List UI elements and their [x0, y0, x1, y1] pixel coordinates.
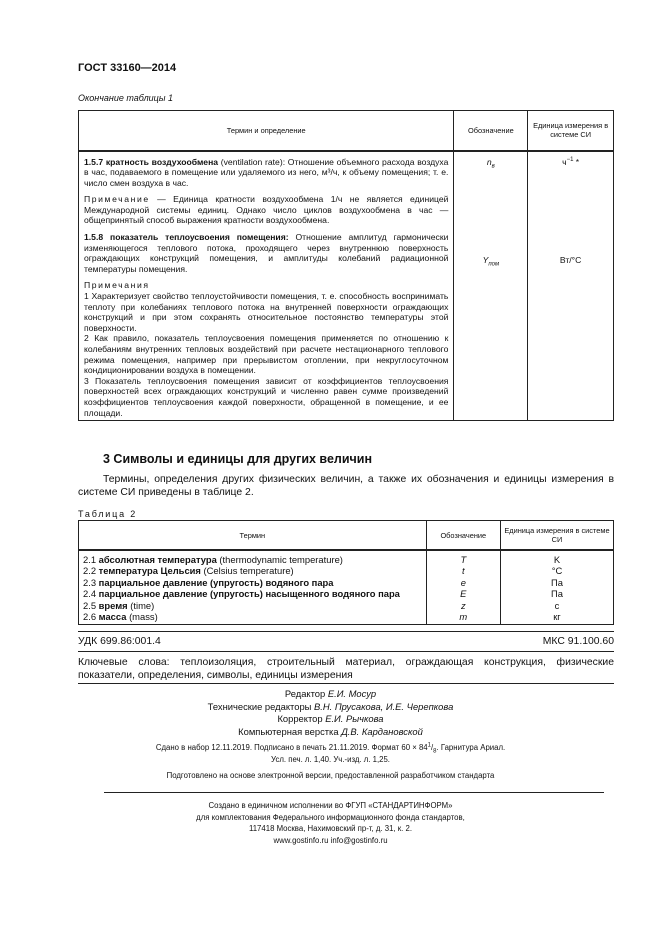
credits-block: [0, 688, 661, 738]
table-2: [78, 520, 614, 625]
units-cell: [528, 151, 614, 421]
table-row: 2.3 парциальное давление (упругость) водяного пара e Па: [79, 577, 614, 588]
term-heat-absorption: показатель теплоусвоения помещения:: [110, 232, 289, 243]
t2-header-symbol: Обозначение: [426, 521, 500, 551]
column-header-term: Термин и определение: [79, 111, 454, 151]
t2-header-unit: Единица измерения в системе СИ: [500, 521, 613, 551]
divider: [78, 631, 614, 632]
table-row: 2.1 абсолютная температура (thermodynamic temperature) T K: [79, 550, 614, 565]
symbols-cell: [454, 151, 528, 421]
entry-1-5-7: 1.5.7 кратность воздухообмена (ventilation rate): Отношение объемного расхода воздуха в час, подаваемого в помещение или удаляемого из него, м³/ч, к объему помещения; т. е. число смен воздуха в час.: [84, 156, 449, 188]
publisher-info: Создано в единичном исполнении во ФГУП «СТАНДАРТИНФОРМ» для комплектования Федерального информационного фонда стандартов, 117418 Москва, Нахимовский пр-т, д. 31, к. 2. www.gostinfo.ru info@gostinfo.ru: [0, 800, 661, 846]
table-continuation-caption: Окончание таблицы 1: [78, 93, 173, 103]
term-ventilation-rate: кратность воздухообмена: [105, 156, 219, 167]
table-row: 2.2 температура Цельсия (Celsius temperature) t °C: [79, 565, 614, 576]
prepared-note: Подготовлено на основе электронной версии, предоставленной разработчиком стандарта: [166, 771, 495, 780]
credit-proofreader: Корректор Е.И. Рычкова: [277, 713, 384, 724]
notes-label: Примечания: [84, 280, 150, 291]
print-info: Сдано в набор 12.11.2019. Подписано в печать 21.11.2019. Формат $60 \times 84^1/_8$. Гарнитура Ариал. Усл. печ. л. 1,40. Уч.-изд. л. 1,25.: [155, 742, 506, 764]
unit-per-hour: $ч^{-1}$ *: [562, 156, 580, 167]
symbol-ypom: $Y_{пом}$: [482, 255, 500, 268]
table-1: [78, 110, 614, 421]
publisher-links[interactable]: www.gostinfo.ru info@gostinfo.ru: [273, 835, 388, 845]
t2-header-term: Термин: [79, 521, 427, 551]
symbol-nv: $n_в$: [486, 156, 495, 170]
credit-tech-editors: Технические редакторы В.Н. Прусакова, И.Е. Черепкова: [207, 700, 454, 712]
entry-1-5-8: 1.5.8 показатель теплоусвоения помещения: Отношение амплитуд гармонически изменяющегося теплового потока, проходящего через внутреннюю поверхность ограждающих конструкций помещения, и амплитуды колебаний радиационной температуры помещения.: [84, 232, 449, 274]
unit-w-per-c: Вт/°С: [559, 255, 582, 266]
note-1: 1 Характеризует свойство теплоустойчивости помещения, т. е. способность воспринимать теплоту при колебаниях теплового потока на внутренней поверхности ограждающих конструкций и при этом сохранять относительное постоянство температуры этой поверхности.: [84, 291, 449, 333]
keywords: Ключевые слова: теплоизоляция, строительный материал, ограждающая конструкция, физические показатели, определения, символы, единицы измерения: [78, 657, 614, 682]
udk-code: УДК 699.86:001.4: [78, 636, 161, 647]
table-row: 2.6 масса (mass) m кг: [79, 611, 614, 625]
mks-code: МКС 91.100.60: [542, 636, 614, 647]
table-row: 2.5 время (time) z с: [79, 600, 614, 611]
table-row-definitions: [79, 151, 454, 421]
divider: [78, 651, 614, 652]
table-2-caption: Таблица 2: [78, 509, 137, 519]
table-row: 2.4 парциальное давление (упругость) насыщенного водяного пара E Па: [79, 588, 614, 599]
section-3-title: 3 Символы и единицы для других величин: [103, 452, 373, 466]
section-3-paragraph: Термины, определения других физических величин, а также их обозначения и единицы измерения в системе СИ приведены в таблице 2.: [78, 474, 614, 499]
note-2: 2 Как правило, показатель теплоусвоения помещения применяется по отношению к колебаниям внутренних тепловых воздействий при расчете нестационарного теплового режима помещения, например при прерывистом отоплении, при некруглосуточном кондиционировании воздуха в помещении.: [84, 333, 449, 376]
note-1-5-7: Примечание — Единица кратности воздухообмена 1/ч не является единицей Международной системы единиц. Однако число циклов воздухообмена в час — общепринятый способ выражения кратности воздухообмена.: [84, 194, 449, 226]
divider: [104, 792, 604, 793]
column-header-symbol: Обозначение: [454, 111, 528, 151]
credit-editor: Редактор Е.И. Мосур: [284, 688, 377, 699]
standard-number: ГОСТ 33160—2014: [78, 62, 177, 74]
column-header-unit: Единица измерения в системе СИ: [528, 111, 614, 151]
divider: [78, 683, 614, 684]
credit-layout: Компьютерная верстка Д.В. Кардановской: [238, 725, 423, 737]
note-3: 3 Показатель теплоусвоения помещения зависит от коэффициентов теплоусвоения поверхностей всех ограждающих конструкций и численно равен сумме произведений коэффициентов теплоусвоения каждой поверхности, обращенной в помещение, и ее площади.: [84, 375, 449, 418]
